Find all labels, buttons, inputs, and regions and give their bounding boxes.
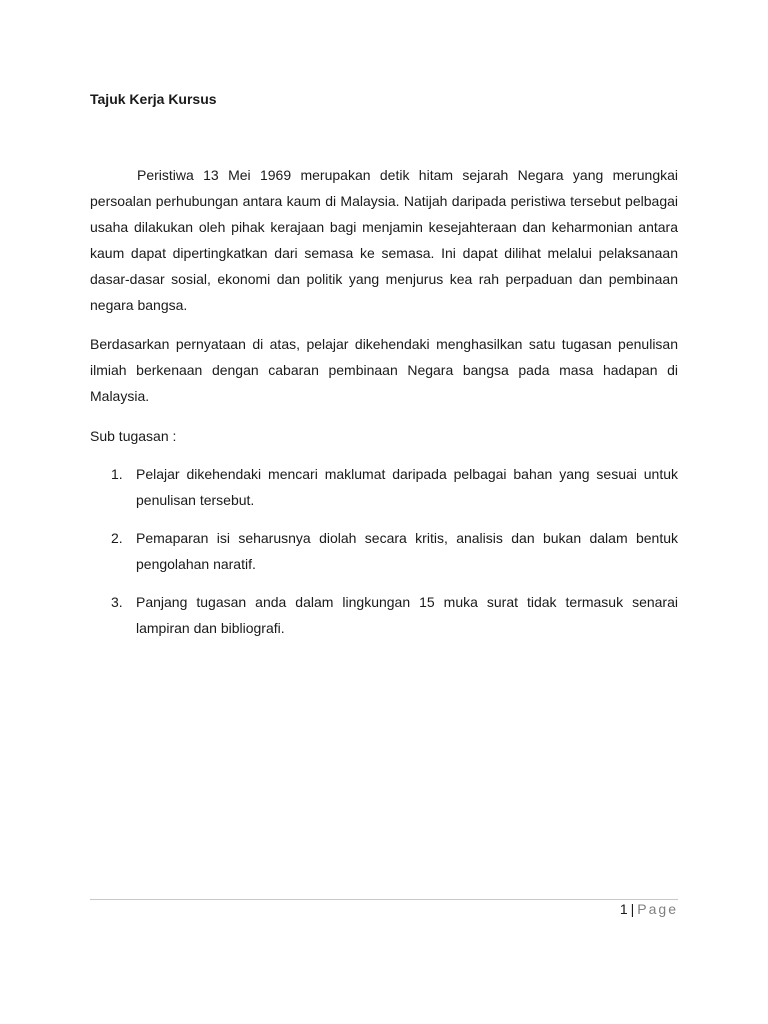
footer-divider [90, 899, 678, 900]
list-item-number: 2. [111, 530, 123, 546]
subtask-list [90, 461, 678, 653]
page-label: Page [637, 901, 678, 917]
paragraph-task: Berdasarkan pernyataan di atas, pelajar dikehendaki menghasilkan satu tugasan penulisan ilmiah berkenaan dengan cabaran pembinaan Negara bangsa pada masa hadapan di Malaysia. [90, 336, 678, 404]
list-item [90, 525, 678, 577]
list-item-number: 1. [111, 466, 123, 482]
list-item-text: Panjang tugasan anda dalam lingkungan 15 muka surat tidak termasuk senarai lampiran dan bibliografi. [136, 594, 678, 636]
document-title: Tajuk Kerja Kursus [90, 91, 217, 107]
list-item-number: 3. [111, 594, 123, 610]
list-item [90, 461, 678, 513]
footer-separator: | [630, 901, 635, 917]
list-item-text: Pelajar dikehendaki mencari maklumat daripada pelbagai bahan yang sesuai untuk penulisan tersebut. [136, 466, 678, 508]
paragraph-intro: Peristiwa 13 Mei 1969 merupakan detik hitam sejarah Negara yang merungkai persoalan perhubungan antara kaum di Malaysia. Natijah daripada peristiwa tersebut pelbagai usaha dilakukan oleh pihak kerajaan bagi menjamin kesejahteraan dan keharmonian antara kaum dapat dipertingkatkan dari semasa ke semasa. Ini dapat dilihat melalui pelaksanaan dasar-dasar sosial, ekonomi dan politik yang menjurus kea rah perpaduan dan pembinaan negara bangsa. [90, 167, 678, 313]
list-item [90, 589, 678, 641]
page-footer [620, 901, 678, 917]
page-number: 1 [619, 901, 628, 917]
list-item-text: Pemaparan isi seharusnya diolah secara kritis, analisis dan bukan dalam bentuk pengolahan naratif. [136, 530, 678, 572]
subtask-heading: Sub tugasan : [90, 428, 177, 444]
